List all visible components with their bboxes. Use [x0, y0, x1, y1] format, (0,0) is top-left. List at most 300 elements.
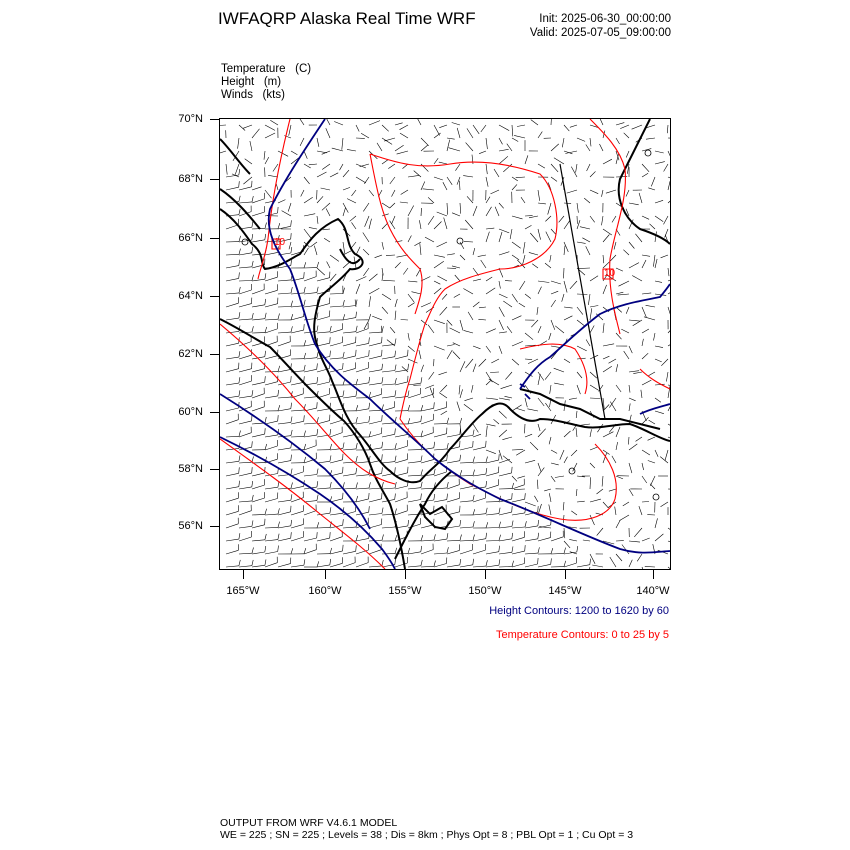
lat-tick	[210, 179, 219, 180]
wind-barb	[486, 329, 496, 333]
valid-time: Valid: 2025-07-05_09:00:00	[529, 27, 671, 39]
wind-barb-flag	[239, 351, 240, 357]
wind-barb	[369, 274, 378, 281]
wind-barb-flag	[447, 533, 448, 539]
wind-barb	[278, 448, 291, 450]
wind-barb	[447, 498, 460, 502]
wind-barb	[421, 208, 422, 216]
wind-barb-flag	[395, 494, 396, 500]
wind-barb	[615, 507, 616, 515]
wind-barb-flag	[239, 390, 240, 396]
wind-barb	[668, 181, 670, 190]
wind-barb	[467, 128, 473, 138]
wind-barb	[317, 196, 323, 203]
wind-barb	[382, 434, 395, 437]
wind-barb	[460, 389, 463, 398]
wind-barb	[551, 476, 555, 482]
wind-barb	[322, 203, 330, 210]
wind-barb	[395, 311, 396, 320]
wind-barb	[499, 567, 512, 568]
wind-barb	[356, 475, 369, 476]
wind-barb	[668, 268, 669, 276]
wind-barb	[460, 255, 465, 260]
wind-barb-flag	[291, 233, 292, 239]
wind-barb	[538, 190, 540, 201]
wind-barb	[564, 552, 577, 554]
wind-barb	[590, 515, 595, 525]
lon-tick	[485, 570, 486, 579]
wind-barb	[239, 202, 252, 203]
wind-barb	[304, 435, 317, 437]
wind-barb	[252, 407, 264, 411]
wind-barb	[434, 472, 446, 476]
wind-barb	[609, 489, 616, 491]
wind-barb	[460, 540, 473, 541]
wind-barb	[465, 398, 474, 401]
wind-barb-flag	[538, 558, 539, 564]
wind-barb	[382, 423, 395, 424]
wind-barb	[632, 125, 642, 129]
wind-barb-flag	[265, 509, 267, 515]
wind-barb	[668, 151, 670, 160]
wind-barb	[408, 359, 418, 363]
wind-barb	[400, 125, 409, 130]
wind-barb	[239, 537, 251, 541]
lon-tick	[325, 570, 326, 579]
wind-barb	[226, 487, 239, 489]
wind-barb	[252, 254, 265, 255]
wind-barb	[419, 350, 421, 359]
wind-barb	[570, 281, 577, 289]
wind-barb	[649, 420, 655, 424]
wind-barb-flag	[369, 493, 370, 499]
wind-barb-flag	[382, 508, 383, 514]
wind-barb-flag	[304, 548, 306, 554]
wind-barb	[563, 502, 564, 510]
wind-barb	[537, 307, 538, 315]
wind-barb	[226, 473, 239, 476]
wind-barb	[330, 551, 343, 554]
wind-barb-flag	[343, 314, 345, 320]
wind-barb-flag	[382, 364, 383, 370]
wind-barb	[291, 537, 303, 541]
wind-barb-flag	[343, 390, 344, 396]
wind-barb-flag	[473, 559, 474, 565]
wind-barb	[577, 203, 578, 213]
wind-barb	[434, 261, 444, 268]
wind-barb-flag	[304, 300, 305, 306]
wind-barb	[330, 460, 343, 463]
wind-barb	[577, 242, 586, 243]
wind-barb	[252, 212, 264, 216]
wind-barb-flag	[356, 379, 358, 385]
wind-barb	[395, 498, 407, 502]
wind-barb-flag	[291, 482, 293, 488]
wind-barb	[668, 541, 670, 545]
wind-barb	[317, 317, 330, 321]
wind-barb	[226, 318, 239, 320]
wind-barb	[356, 343, 369, 346]
wind-barb	[356, 356, 369, 359]
wind-barb	[481, 125, 486, 132]
wind-barb	[460, 320, 463, 330]
wind-barb	[226, 303, 238, 307]
wind-barb	[239, 281, 252, 282]
wind-barb-flag	[252, 275, 254, 281]
wind-barb	[495, 207, 499, 216]
wind-barb	[629, 385, 630, 393]
wind-barb	[525, 398, 527, 407]
wind-barb	[265, 329, 277, 333]
wind-barb-flag	[304, 431, 306, 437]
wind-barb	[668, 288, 670, 294]
wind-barb	[486, 426, 487, 437]
wind-barb	[425, 385, 434, 389]
wind-barb-flag	[356, 390, 357, 396]
lat-label: 68°N	[178, 173, 203, 185]
wind-barb	[632, 276, 642, 282]
wind-barb	[602, 476, 603, 487]
wind-barb	[301, 190, 304, 197]
wind-barb-flag	[499, 522, 501, 528]
wind-barb	[332, 148, 343, 151]
wind-barb	[564, 268, 565, 278]
wind-barb	[590, 216, 595, 222]
wind-barb	[623, 502, 629, 506]
wind-barb	[668, 278, 670, 281]
wind-barb	[546, 232, 551, 242]
lat-tick	[210, 238, 219, 239]
wind-barb	[239, 304, 252, 307]
wind-barb	[486, 197, 490, 203]
wind-barb-flag	[473, 535, 475, 541]
wind-barb	[517, 476, 525, 478]
wind-barb-flag	[499, 559, 500, 565]
wind-barb	[576, 411, 577, 418]
wind-barb-flag	[278, 207, 279, 213]
wind-barb-flag	[473, 495, 474, 501]
wind-barb	[551, 320, 555, 330]
wind-barb	[252, 305, 265, 307]
wind-barb-flag	[317, 262, 319, 268]
wind-barb-flag	[239, 181, 240, 187]
wind-barb	[278, 564, 291, 567]
wind-barb	[390, 177, 395, 184]
wind-barb-flag	[291, 548, 293, 554]
wind-barb	[577, 138, 585, 141]
wind-barb	[562, 294, 564, 302]
wind-barb	[397, 151, 408, 154]
wind-barb	[421, 145, 428, 151]
wind-barb	[444, 218, 447, 229]
wind-barb	[330, 563, 343, 567]
wind-barb-flag	[499, 454, 500, 460]
wind-barb	[514, 489, 525, 490]
wind-barb	[265, 252, 278, 255]
wind-barb	[356, 462, 369, 463]
wind-barb	[603, 235, 609, 243]
wind-barb	[239, 253, 252, 255]
wind-barb	[265, 190, 272, 198]
wind-barb	[620, 125, 629, 129]
wind-barb	[667, 125, 668, 133]
wind-barb	[304, 358, 317, 359]
wind-barb	[486, 177, 488, 187]
wind-barb-flag	[369, 416, 370, 422]
wind-barb	[525, 434, 532, 437]
wind-barb	[655, 231, 657, 242]
wind-barb	[449, 148, 461, 151]
wind-barb	[408, 346, 415, 352]
wind-barb	[668, 342, 670, 346]
wind-barb	[317, 151, 327, 153]
wind-barb	[452, 266, 460, 268]
wind-barb	[479, 151, 486, 154]
wind-barb	[564, 563, 576, 567]
wind-barb	[551, 537, 563, 541]
wind-barb	[226, 357, 239, 359]
wind-barb	[291, 421, 304, 424]
wind-barb	[499, 411, 507, 418]
wind-barb	[629, 398, 636, 401]
wind-barb	[646, 138, 655, 139]
wind-barb	[304, 229, 311, 238]
wind-barb	[459, 385, 460, 394]
wind-barb	[265, 499, 278, 503]
wind-barb	[569, 398, 577, 399]
wind-barb	[548, 203, 551, 215]
wind-barb	[616, 138, 620, 144]
wind-barb-flag	[278, 415, 279, 421]
wind-barb	[603, 323, 604, 333]
wind-barb	[304, 214, 315, 216]
wind-barb	[460, 550, 472, 554]
wind-barb	[439, 162, 447, 164]
wind-barb-flag	[239, 312, 240, 318]
wind-barb	[486, 541, 499, 542]
wind-barb	[369, 190, 374, 196]
wind-barb-flag	[395, 482, 396, 488]
wind-barb	[276, 183, 278, 190]
wind-barb	[499, 307, 504, 317]
wind-barb	[538, 374, 540, 385]
wind-barb-flag	[330, 444, 332, 450]
wind-barb	[597, 489, 604, 494]
wind-barb	[226, 524, 238, 528]
wind-barb	[603, 344, 614, 346]
wind-barb	[317, 421, 330, 424]
wind-barb-flag	[551, 558, 552, 564]
wind-barb-flag	[395, 428, 396, 434]
wind-barb	[220, 125, 226, 126]
wind-barb-flag	[434, 561, 436, 567]
wind-barb	[278, 293, 291, 294]
wind-barb	[278, 397, 291, 398]
wind-barb	[243, 177, 252, 184]
wind-barb	[582, 238, 590, 242]
wind-barb	[538, 203, 546, 204]
wind-barb	[421, 138, 429, 146]
wind-barb-flag	[473, 509, 475, 515]
wind-barb	[226, 369, 239, 372]
wind-barb	[590, 138, 591, 146]
wind-barb	[534, 496, 538, 502]
wind-barb	[265, 277, 277, 281]
lon-label: 140°W	[636, 585, 670, 597]
wind-barb	[538, 229, 541, 240]
wind-barb-flag	[382, 377, 383, 383]
wind-barb	[408, 294, 414, 302]
wind-barb	[655, 151, 664, 153]
wind-barb	[317, 216, 318, 224]
wind-barb-flag	[421, 560, 422, 566]
wind-barb	[499, 512, 512, 515]
wind-barb	[629, 403, 630, 411]
wind-barb	[464, 404, 473, 411]
wind-barb	[447, 138, 455, 139]
wind-barb	[454, 294, 460, 298]
field-winds: Winds (kts)	[221, 89, 285, 101]
wind-barb-flag	[564, 561, 566, 567]
wind-barb	[642, 476, 647, 483]
wind-barb	[512, 138, 518, 142]
wind-barb	[447, 140, 450, 151]
wind-barb	[428, 216, 434, 225]
lon-tick	[405, 570, 406, 579]
wind-barb	[278, 280, 291, 281]
wind-barb	[252, 434, 265, 437]
wind-barb	[417, 119, 421, 125]
wind-barb	[654, 333, 656, 341]
wind-barb	[278, 200, 285, 203]
wind-barb-flag	[538, 533, 539, 539]
model-info	[220, 817, 633, 841]
wind-barb	[369, 499, 382, 502]
wind-barb	[549, 333, 551, 340]
wind-barb	[473, 346, 481, 349]
wind-barb	[304, 197, 313, 203]
wind-barb-flag	[395, 548, 397, 554]
wind-barb	[491, 190, 500, 194]
wind-barb	[330, 513, 343, 515]
wind-barb	[408, 524, 420, 528]
wind-barb	[330, 255, 339, 261]
wind-barb	[434, 500, 447, 502]
wind-barb	[369, 488, 382, 489]
wind-barb	[473, 125, 479, 134]
wind-barb	[499, 252, 509, 255]
wind-barb	[609, 359, 617, 363]
wind-barb	[401, 190, 408, 195]
wind-barb	[382, 307, 388, 314]
wind-barb	[226, 225, 238, 229]
wind-barb	[616, 476, 623, 479]
wind-barb	[239, 369, 252, 372]
wind-barb-flag	[304, 353, 306, 359]
wind-barb-flag	[512, 546, 513, 552]
wind-barb	[660, 457, 668, 463]
wind-barb-flag	[395, 443, 396, 449]
wind-barb	[239, 473, 252, 476]
wind-barb	[226, 278, 239, 281]
wind-barb	[584, 198, 590, 203]
wind-barb	[512, 316, 521, 320]
wind-barb	[395, 123, 403, 125]
wind-barb	[421, 540, 434, 541]
wind-barb-flag	[434, 494, 435, 500]
wind-barb	[317, 461, 330, 463]
wind-barb	[304, 511, 316, 515]
wind-barb-flag	[421, 482, 422, 488]
wind-barb	[525, 294, 531, 299]
wind-barb-flag	[330, 326, 331, 332]
wind-barb	[501, 385, 512, 389]
wind-barb	[665, 450, 668, 461]
wind-barb	[423, 189, 434, 190]
wind-barb-flag	[239, 377, 240, 383]
wind-barb	[538, 429, 546, 437]
wind-barb	[382, 125, 389, 131]
wind-barb	[278, 526, 291, 528]
wind-barb	[369, 410, 382, 411]
wind-barb	[600, 144, 604, 151]
wind-barb	[304, 305, 317, 307]
wind-barb	[343, 343, 356, 346]
wind-barb	[390, 327, 395, 333]
wind-barb-flag	[239, 209, 240, 215]
wind-barb-flag	[330, 337, 331, 343]
wind-barb	[486, 346, 491, 352]
wind-barb	[395, 511, 407, 515]
wind-barb	[356, 422, 369, 424]
wind-barb	[629, 346, 632, 353]
wind-barb-flag	[382, 415, 383, 421]
wind-barb-flag	[291, 260, 292, 266]
wind-barb	[408, 500, 421, 503]
wind-barb	[239, 267, 252, 268]
wind-barb	[265, 396, 278, 398]
wind-barb-flag	[460, 559, 461, 565]
lat-tick	[210, 526, 219, 527]
wind-barb-flag	[421, 535, 423, 541]
wind-barb	[554, 158, 564, 164]
wind-barb	[278, 369, 291, 372]
wind-barb	[347, 149, 356, 151]
wind-barb-flag	[278, 366, 280, 372]
wind-barb	[239, 526, 252, 528]
wind-barb	[668, 138, 670, 139]
wind-barb	[586, 246, 590, 255]
wind-barb	[252, 565, 265, 567]
wind-barb	[434, 222, 442, 230]
wind-barb	[356, 368, 368, 372]
wind-barb	[642, 164, 649, 172]
wind-barb	[466, 359, 474, 368]
wind-barb	[478, 319, 486, 320]
wind-barb	[356, 488, 369, 489]
wind-barb-flag	[317, 429, 318, 435]
wind-barb	[239, 421, 252, 424]
wind-barb	[590, 447, 597, 450]
wind-barb	[382, 371, 395, 373]
wind-barb	[590, 306, 598, 308]
wind-barb	[457, 128, 460, 138]
wind-barb-flag	[252, 467, 253, 473]
wind-barb	[564, 281, 567, 293]
wind-barb	[512, 242, 521, 248]
wind-barb	[250, 141, 252, 151]
wind-barb-flag	[460, 535, 462, 541]
